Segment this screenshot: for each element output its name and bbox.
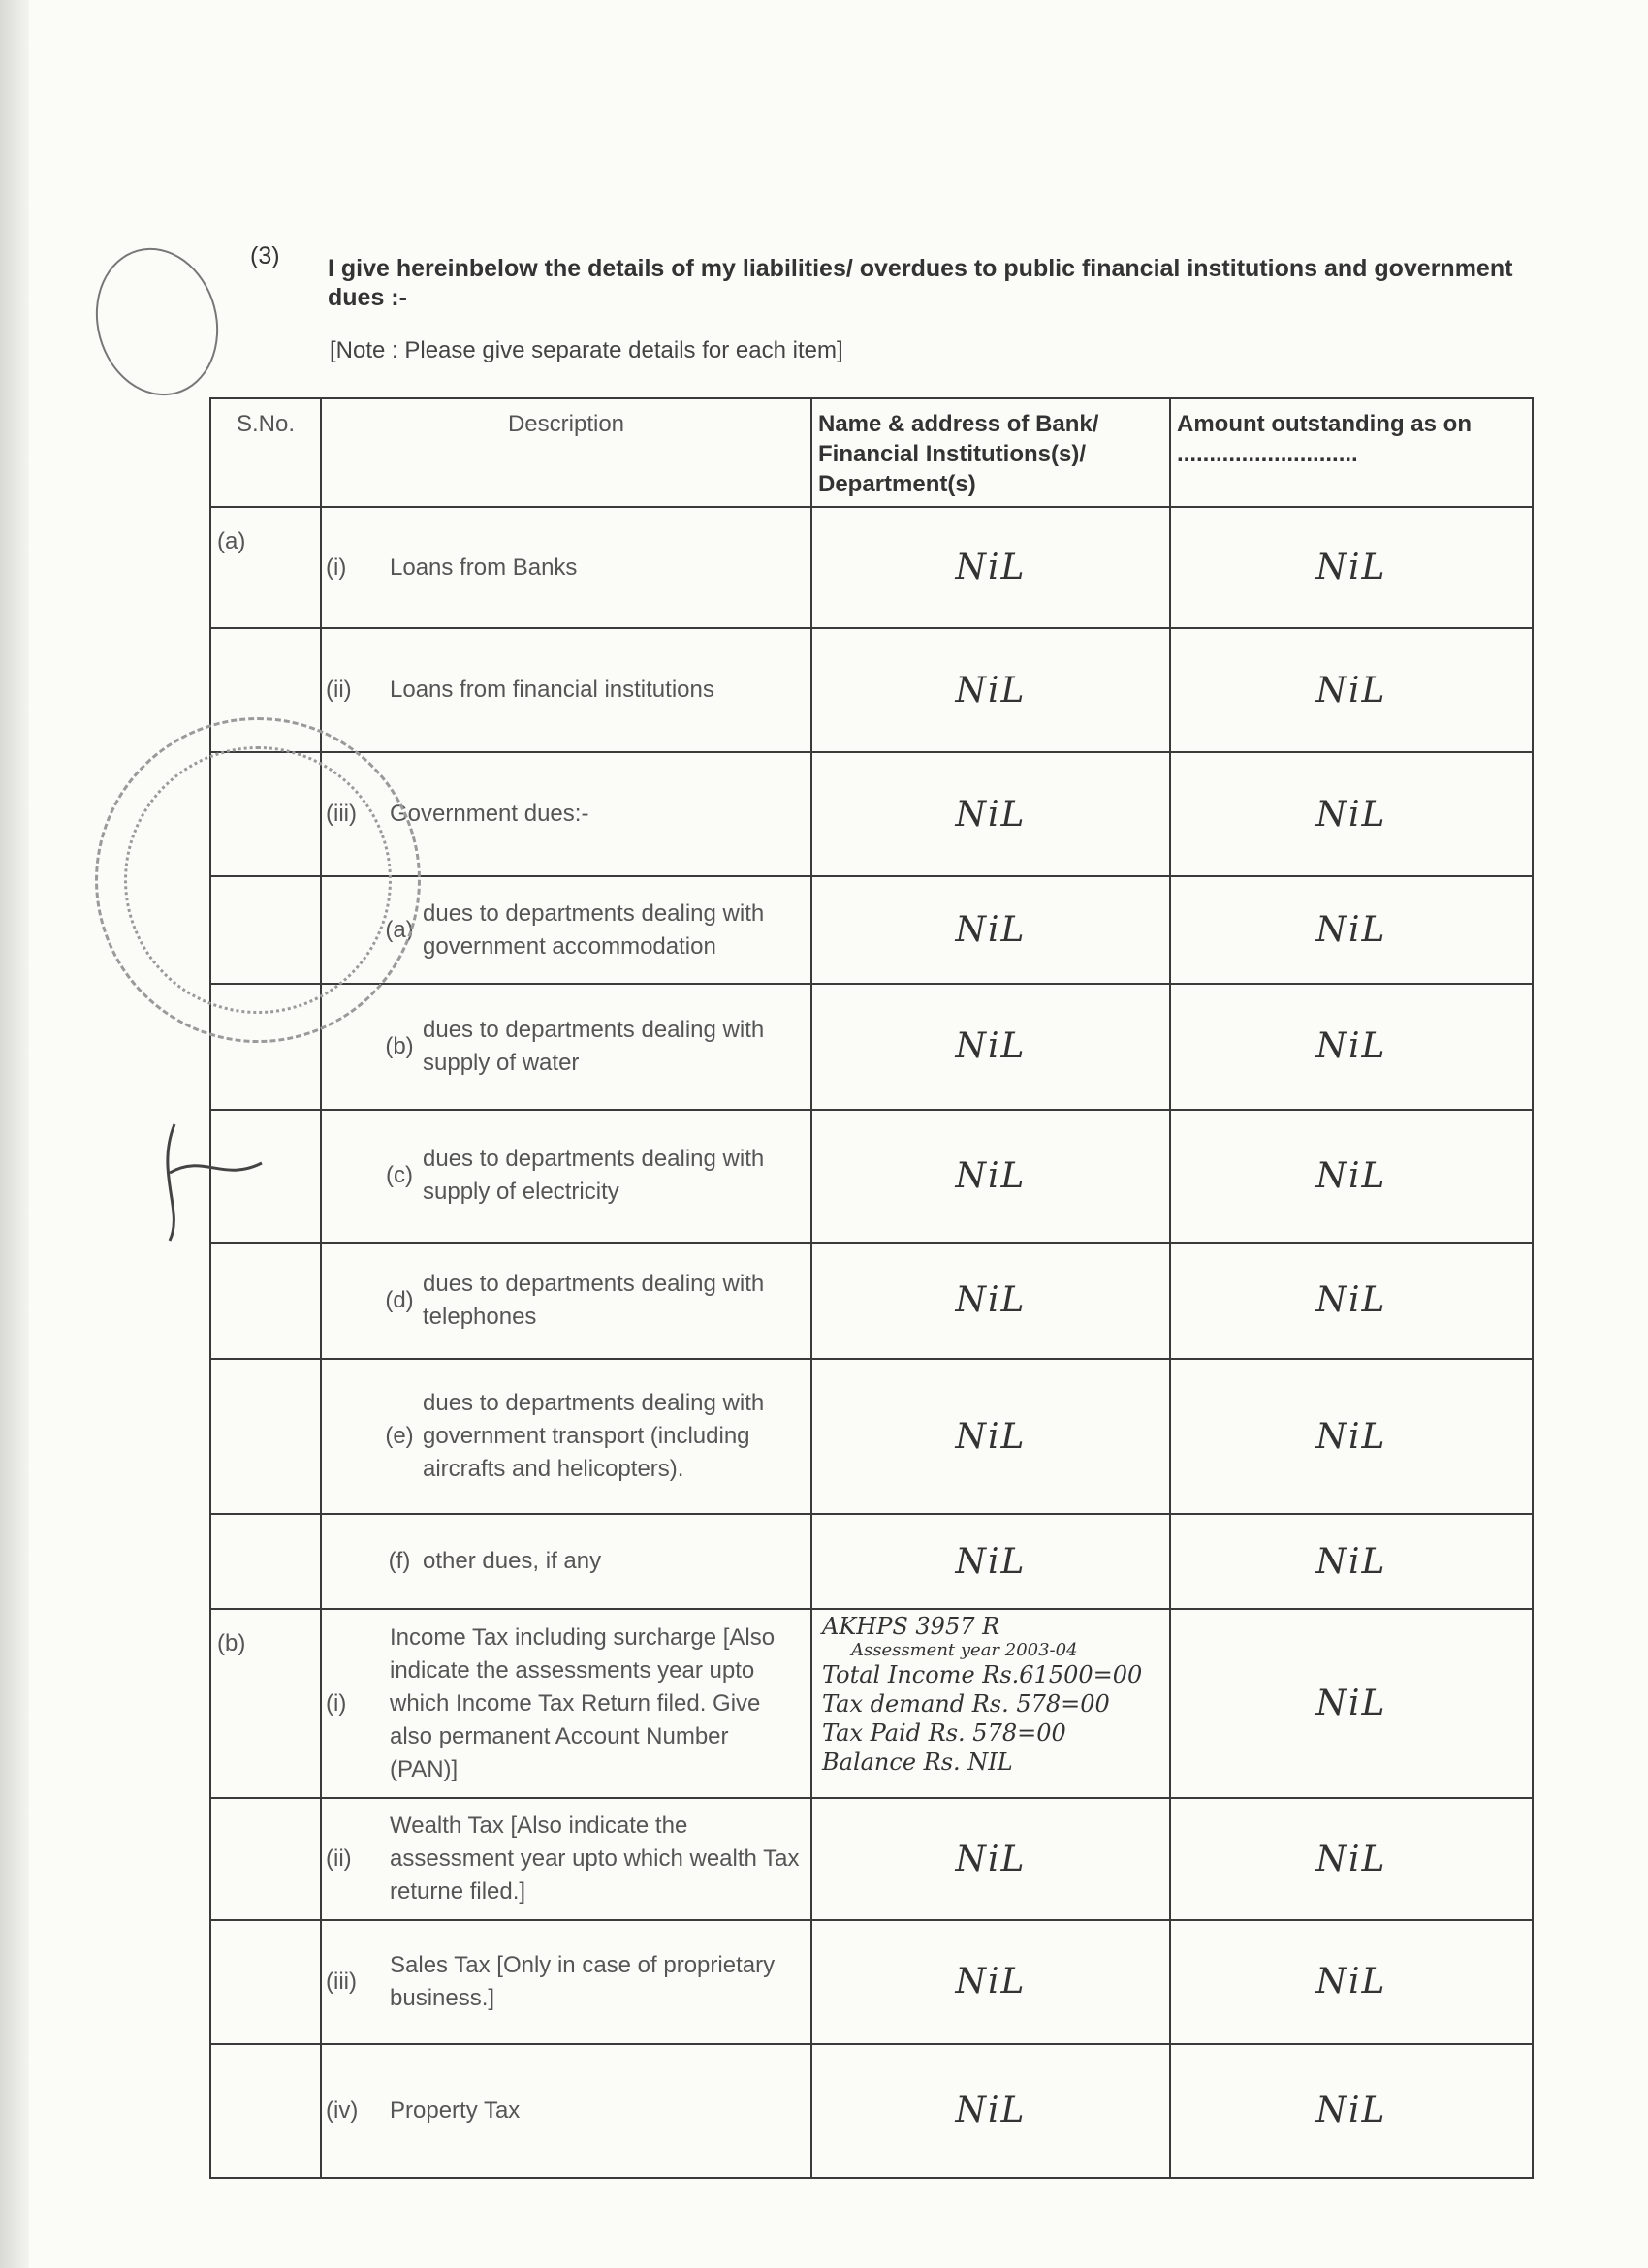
row-bank-value: NiL xyxy=(811,984,1170,1110)
row-sno xyxy=(210,1920,321,2044)
row-amount-value: NiL xyxy=(1170,2044,1533,2178)
row-sno xyxy=(210,1798,321,1919)
row-item-number: (iii) xyxy=(326,1968,357,1995)
row-sub-letter: (d) xyxy=(385,1286,414,1313)
row-description-text: Loans from Banks xyxy=(390,553,578,581)
income-tax-handwritten-line: Tax Paid Rs. 578=00 xyxy=(822,1719,1066,1748)
row-description xyxy=(321,628,811,752)
table-header-row xyxy=(210,398,1533,507)
row-bank-value: NiL xyxy=(811,1243,1170,1359)
row-amount-value: NiL xyxy=(1170,984,1533,1110)
row-item-number: (ii) xyxy=(326,677,352,704)
row-amount-value: NiL xyxy=(1170,876,1533,983)
row-bank-value: NiL xyxy=(811,2044,1170,2178)
income-tax-handwritten-line: Assessment year 2003-04 xyxy=(851,1640,1078,1661)
row-sub-letter: (e) xyxy=(385,1423,414,1450)
row-amount-value: NiL xyxy=(1170,628,1533,752)
liabilities-table xyxy=(209,397,1534,2179)
initial-circle-mark xyxy=(79,235,235,410)
row-sub-letter: (c) xyxy=(386,1162,413,1189)
row-bank-value xyxy=(811,1609,1170,1798)
table-row xyxy=(210,628,1533,752)
row-bank-value: NiL xyxy=(811,876,1170,983)
row-bank-value: NiL xyxy=(811,752,1170,876)
row-item-number: (i) xyxy=(326,1689,347,1717)
header-description: Description xyxy=(321,398,811,507)
row-description-text: other dues, if any xyxy=(423,1548,602,1575)
income-tax-handwritten-line: Total Income Rs.61500=00 xyxy=(822,1661,1143,1689)
row-bank-value: NiL xyxy=(811,1359,1170,1514)
row-sub-letter: (f) xyxy=(388,1548,411,1575)
row-item-number: (i) xyxy=(326,553,347,581)
row-description xyxy=(321,1359,811,1514)
row-description xyxy=(321,1110,811,1243)
table-row xyxy=(210,1243,1533,1359)
row-description xyxy=(321,1514,811,1609)
row-amount-value: NiL xyxy=(1170,1609,1533,1798)
official-seal-inner-ring xyxy=(124,746,392,1014)
row-bank-value: NiL xyxy=(811,1514,1170,1609)
row-description-text: Property Tax xyxy=(390,2096,521,2124)
row-description-text: Sales Tax [Only in case of proprietary business.] xyxy=(390,1951,776,2011)
table-row xyxy=(210,2044,1533,2178)
table-row xyxy=(210,1798,1533,1919)
row-amount-value: NiL xyxy=(1170,1920,1533,2044)
row-bank-value: NiL xyxy=(811,628,1170,752)
row-sno xyxy=(210,1243,321,1359)
row-description xyxy=(321,1243,811,1359)
row-sno: (b) xyxy=(210,1609,321,1798)
row-amount-value: NiL xyxy=(1170,1243,1533,1359)
row-sno xyxy=(210,1359,321,1514)
row-description xyxy=(321,2044,811,2178)
row-description xyxy=(321,507,811,628)
income-tax-handwritten-line: AKHPS 3957 R xyxy=(822,1613,1000,1641)
row-item-number: (iii) xyxy=(326,801,357,828)
row-item-number: (ii) xyxy=(326,1845,352,1873)
row-description-text: Loans from financial institutions xyxy=(390,677,714,704)
row-description-text: dues to departments dealing with supply of electricity xyxy=(423,1146,765,1206)
row-description-text: dues to departments dealing with telephones xyxy=(423,1270,765,1330)
row-description xyxy=(321,1920,811,2044)
row-amount-value: NiL xyxy=(1170,1798,1533,1919)
row-sub-letter: (a) xyxy=(385,916,414,943)
row-description-text: Government dues:- xyxy=(390,801,589,828)
header-sno: S.No. xyxy=(210,398,321,507)
income-tax-handwritten-line: Balance Rs. NIL xyxy=(822,1748,1013,1777)
row-description-text: Wealth Tax [Also indicate the assessment year upto which wealth Tax returne filed.] xyxy=(390,1812,800,1906)
row-amount-value: NiL xyxy=(1170,1110,1533,1243)
row-description xyxy=(321,984,811,1110)
table-row xyxy=(210,507,1533,628)
row-description-text: Income Tax including surcharge [Also indicate the assessments year upto which Income Tax Return filed. Give also permanent Account Number (PAN)] xyxy=(390,1623,776,1782)
table-row xyxy=(210,1514,1533,1609)
row-bank-value: NiL xyxy=(811,1110,1170,1243)
row-item-number: (iv) xyxy=(326,2096,359,2124)
row-sno: (a) xyxy=(210,507,321,628)
row-bank-value: NiL xyxy=(811,507,1170,628)
table-row xyxy=(210,1359,1533,1514)
row-description xyxy=(321,1798,811,1919)
row-description-text: dues to departments dealing with government transport (including aircrafts and helicopters). xyxy=(423,1390,765,1483)
row-amount-value: NiL xyxy=(1170,1514,1533,1609)
section-number: (3) xyxy=(250,242,280,269)
section-intro: I give hereinbelow the details of my liabilities/ overdues to public financial institutions and government dues :- xyxy=(328,255,1513,311)
row-sno xyxy=(210,1514,321,1609)
row-amount-value: NiL xyxy=(1170,507,1533,628)
income-tax-handwritten-line: Tax demand Rs. 578=00 xyxy=(822,1690,1110,1718)
section-note: [Note : Please give separate details for each item] xyxy=(330,337,843,363)
row-amount-value: NiL xyxy=(1170,1359,1533,1514)
row-description-text: dues to departments dealing with supply of water xyxy=(423,1016,765,1076)
table-row xyxy=(210,1609,1533,1798)
table-row xyxy=(210,1110,1533,1243)
scan-edge-shadow xyxy=(0,0,29,2268)
table-body xyxy=(210,507,1533,2178)
header-amount: Amount outstanding as on ............................ xyxy=(1170,398,1533,507)
table-row xyxy=(210,1920,1533,2044)
row-sub-letter: (b) xyxy=(385,1032,414,1059)
table-row xyxy=(210,984,1533,1110)
header-bank: Name & address of Bank/ Financial Institutions(s)/ Department(s) xyxy=(811,398,1170,507)
signature xyxy=(145,1115,339,1250)
row-description xyxy=(321,1609,811,1798)
row-amount-value: NiL xyxy=(1170,752,1533,876)
row-bank-value: NiL xyxy=(811,1798,1170,1919)
row-description-text: dues to departments dealing with government accommodation xyxy=(423,899,765,960)
row-bank-value: NiL xyxy=(811,1920,1170,2044)
row-sno xyxy=(210,2044,321,2178)
